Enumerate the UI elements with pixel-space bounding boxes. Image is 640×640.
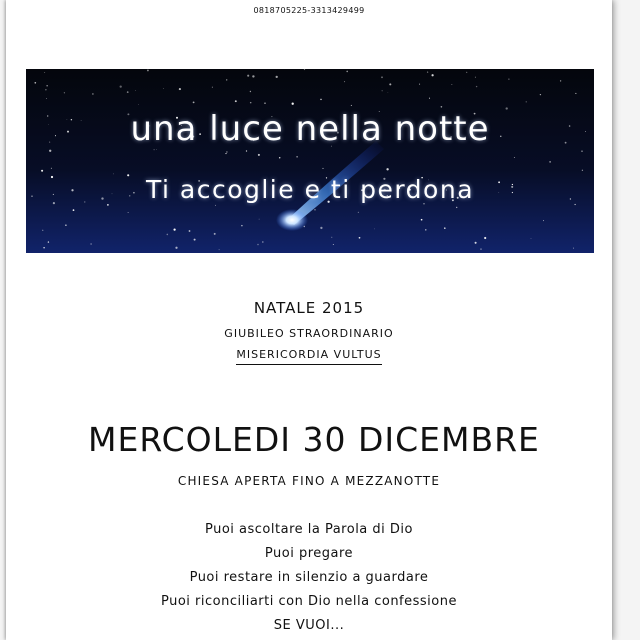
date-heading: MERCOLEDI 30 DICEMBRE	[88, 420, 540, 459]
star	[147, 69, 149, 71]
star	[276, 76, 278, 78]
star	[333, 244, 334, 245]
star	[194, 239, 196, 241]
star	[331, 237, 332, 238]
misericordia-text: MISERICORDIA VULTUS	[236, 348, 381, 365]
star	[215, 205, 216, 206]
star	[154, 149, 155, 150]
star	[107, 204, 109, 206]
star	[262, 241, 264, 243]
star	[382, 90, 383, 91]
star	[90, 243, 92, 245]
banner-title: una luce nella notte	[130, 109, 490, 149]
star	[252, 75, 254, 77]
star	[296, 156, 298, 158]
star	[543, 220, 544, 221]
star	[466, 72, 467, 73]
star	[279, 157, 280, 158]
star	[127, 91, 129, 93]
star	[425, 229, 426, 230]
star	[135, 90, 136, 91]
star	[346, 71, 348, 73]
star	[431, 74, 433, 76]
star	[120, 85, 122, 87]
star	[322, 168, 323, 169]
star	[358, 212, 359, 213]
star	[351, 105, 352, 106]
closing-line: SE VUOI...	[273, 618, 345, 633]
star	[560, 80, 561, 81]
star	[344, 81, 345, 82]
misericordia-label	[6, 348, 612, 365]
star	[389, 83, 391, 85]
star	[212, 87, 213, 88]
star	[381, 76, 383, 78]
star	[175, 247, 177, 249]
star	[427, 71, 428, 72]
star	[246, 150, 247, 151]
star	[43, 247, 44, 248]
star	[250, 102, 252, 104]
star	[484, 237, 486, 239]
star	[47, 85, 48, 86]
star	[226, 151, 228, 153]
starry-sky-image	[26, 69, 594, 253]
star	[320, 99, 322, 101]
activity-line: Puoi pregare	[264, 546, 354, 561]
star	[582, 170, 583, 171]
star	[581, 151, 582, 152]
star	[226, 79, 227, 80]
comet-head	[276, 209, 308, 231]
star	[452, 84, 453, 85]
star	[575, 93, 576, 94]
star	[456, 207, 457, 208]
activity-line: Puoi ascoltare la Parola di Dio	[205, 522, 413, 537]
star	[193, 101, 195, 103]
star	[320, 227, 322, 229]
flyer-page	[6, 0, 612, 640]
star	[258, 154, 260, 156]
star	[65, 224, 67, 226]
star	[173, 228, 175, 230]
star	[540, 94, 541, 95]
star	[167, 234, 169, 236]
star	[531, 238, 532, 239]
star	[429, 98, 430, 99]
star	[441, 106, 443, 108]
star	[386, 168, 388, 170]
star	[476, 86, 477, 87]
star	[514, 157, 515, 158]
star	[42, 230, 43, 231]
star	[49, 150, 51, 152]
activity-line: Puoi restare in silenzio a guardare	[189, 570, 429, 585]
night-sky-banner	[26, 69, 594, 253]
star	[247, 75, 249, 77]
phone-numbers: 0818705225-3313429499	[253, 6, 365, 15]
sky-background	[26, 69, 594, 253]
star	[48, 241, 49, 242]
giubileo-label: GIUBILEO STRAORDINARIO	[224, 327, 394, 340]
activity-line: Puoi riconciliarti con Dio nella confessione	[161, 594, 457, 609]
star	[257, 244, 259, 246]
star	[444, 227, 446, 229]
star	[250, 91, 251, 92]
star	[189, 230, 191, 232]
star	[138, 104, 139, 105]
church-open-note: CHIESA APERTA FINO A MEZZANOTTE	[177, 474, 441, 488]
star	[359, 237, 361, 239]
star	[92, 93, 93, 94]
star	[480, 248, 481, 249]
star	[508, 78, 509, 79]
star	[421, 219, 423, 221]
star	[44, 72, 45, 73]
star	[51, 168, 52, 169]
star	[292, 103, 294, 105]
star	[64, 92, 65, 93]
banner-subtitle: Ti accoglie e ti perdona	[145, 175, 475, 204]
star	[225, 153, 226, 154]
star	[235, 100, 237, 102]
star	[259, 219, 260, 220]
star	[264, 102, 266, 104]
star	[475, 77, 476, 78]
star	[241, 225, 243, 227]
star	[219, 249, 220, 250]
natale-label: NATALE 2015	[253, 299, 365, 317]
star	[314, 209, 316, 211]
star	[156, 149, 157, 150]
star	[526, 101, 527, 102]
star	[73, 209, 75, 211]
star	[45, 89, 46, 90]
star	[34, 82, 36, 84]
star	[549, 161, 551, 163]
star	[374, 229, 375, 230]
star	[128, 212, 129, 213]
star	[388, 92, 389, 93]
star	[573, 248, 574, 249]
star	[419, 84, 420, 85]
star	[475, 242, 477, 244]
star	[179, 88, 181, 90]
star	[163, 88, 164, 89]
star	[214, 233, 216, 235]
star	[41, 170, 43, 172]
star	[574, 204, 575, 205]
star	[46, 98, 47, 99]
